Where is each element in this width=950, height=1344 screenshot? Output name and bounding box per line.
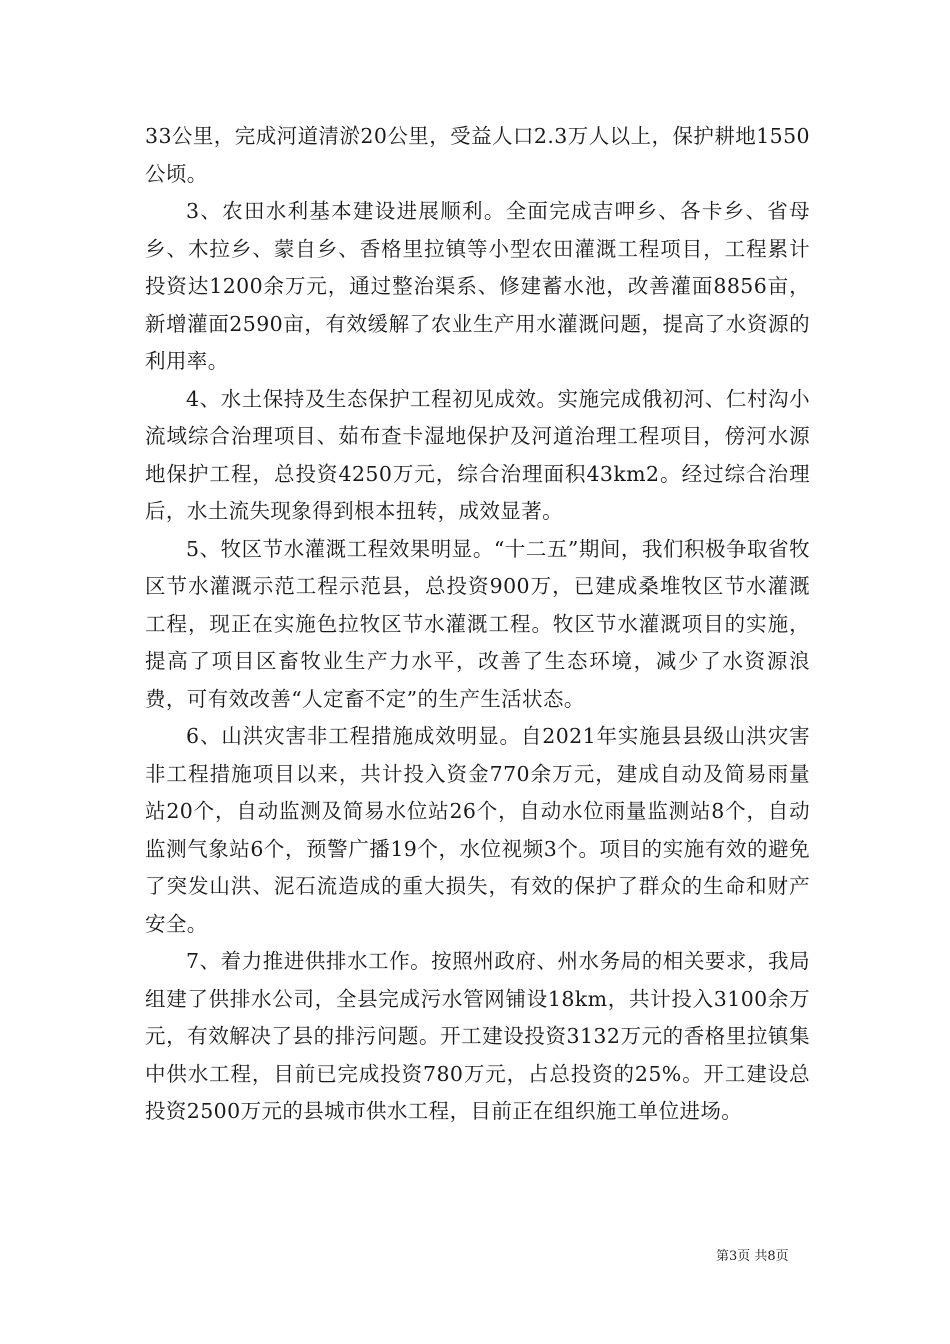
paragraph-3-farmland-irrigation: 3、农田水利基本建设进展顺利。全面完成吉呷乡、各卡乡、省母乡、木拉乡、蒙自乡、香格里拉镇等小型农田灌溉工程项目，工程累计投资达1200余万元，通过整治渠系、修建蓄水池，改善灌面8856亩，新增灌面2590亩，有效缓解了农业生产用水灌溉问题，提高了水资源的利用率。 <box>145 199 810 373</box>
page-number: 第3页 共8页 <box>716 1249 789 1264</box>
paragraph-6-flood-disaster: 6、山洪灾害非工程措施成效明显。自2021年实施县县级山洪灾害非工程措施项目以来，共计投入资金770余万元，建成自动及简易雨量站20个，自动监测及简易水位站26个，自动水位雨量监测站8个，自动监测气象站6个，预警广播19个，水位视频3个。项目的实施有效的避免了突发山洪、泥石流造成的重大损失，有效的保护了群众的生命和财产安全。 <box>145 724 810 936</box>
paragraph-continuation: 33公里，完成河道清淤20公里，受益人口2.3万人以上，保护耕地1550公顷。 <box>145 124 810 186</box>
paragraph-5-pasture-irrigation: 5、牧区节水灌溉工程效果明显。“十二五”期间，我们积极争取省牧区节水灌溉示范工程示范县，总投资900万，已建成桑堆牧区节水灌溉工程，现正在实施色拉牧区节水灌溉工程。牧区节水灌溉项目的实施，提高了项目区畜牧业生产力水平，改善了生态环境，减少了水资源浪费，可有效改善“人定畜不定”的生产生活状态。 <box>145 536 810 711</box>
paragraph-4-soil-conservation: 4、水土保持及生态保护工程初见成效。实施完成俄初河、仁村沟小流域综合治理项目、茹布查卡湿地保护及河道治理工程项目，傍河水源地保护工程，总投资4250万元，综合治理面积43km2。经过综合治理后，水土流失现象得到根本扭转，成效显著。 <box>145 386 810 523</box>
document-body <box>145 118 810 1131</box>
paragraph-7-water-supply: 7、着力推进供排水工作。按照州政府、州水务局的相关要求，我局组建了供排水公司，全县完成污水管网铺设18km，共计投入3100余万元，有效解决了县的排污问题。开工建设投资3132万元的香格里拉镇集中供水工程，目前已完成投资780万元，占总投资的25%。开工建设总投资2500万元的县城市供水工程，目前正在组织施工单位进场。 <box>145 949 810 1123</box>
